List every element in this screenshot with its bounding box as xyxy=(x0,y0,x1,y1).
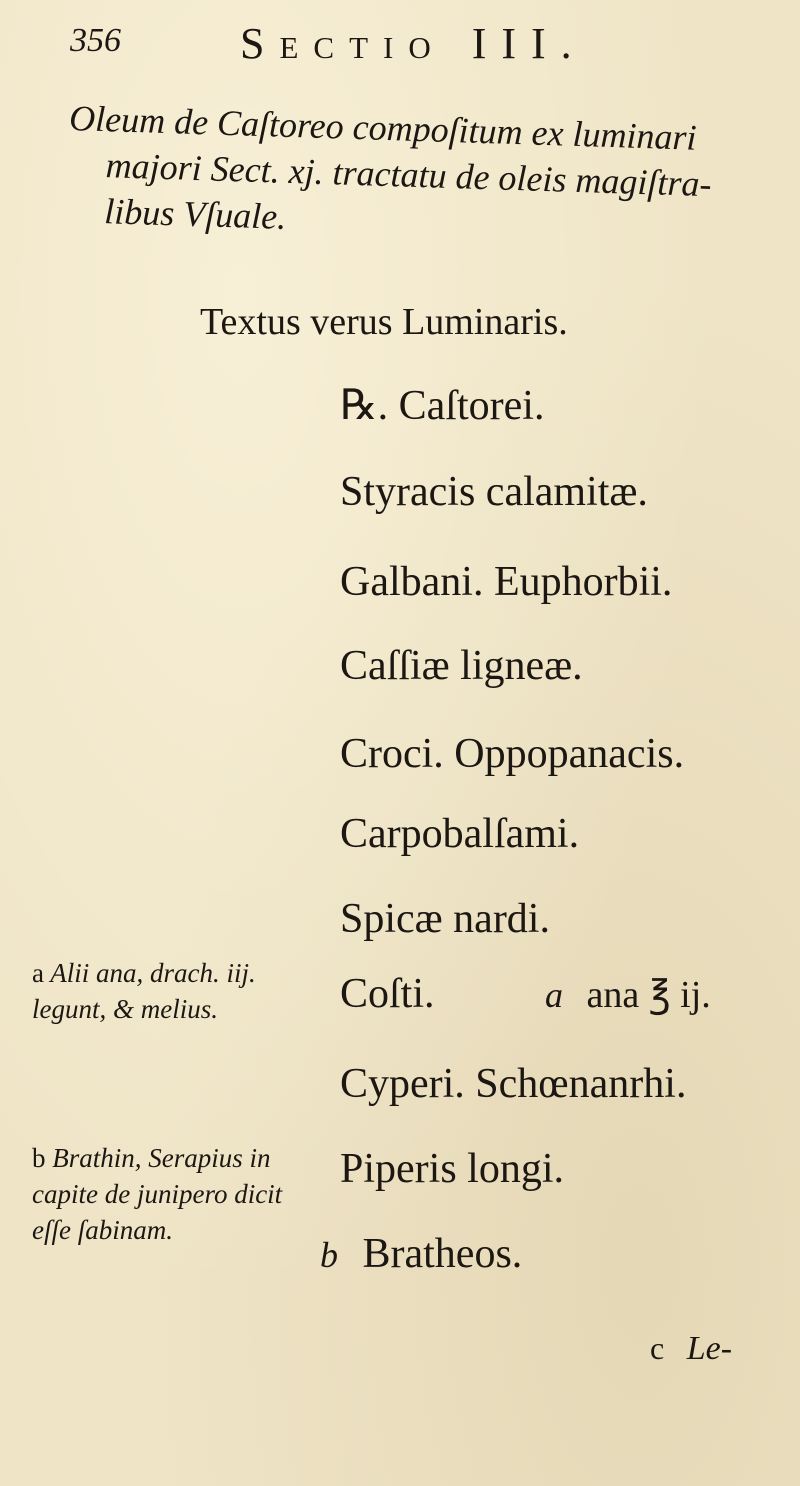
margin-note-marker: a xyxy=(32,958,44,988)
heading-line-3: libus Vſuale. xyxy=(103,191,287,237)
ingredient-line: Styracis calamitæ. xyxy=(340,469,648,515)
text-subtitle: Textus verus Luminaris. xyxy=(200,301,568,343)
section-title: Sectio III. xyxy=(240,19,587,68)
recipe-heading xyxy=(66,95,790,256)
ingredient-line: Galbani. Euphorbii. xyxy=(340,559,673,605)
ingredient-line: ℞. Caſtorei. xyxy=(340,383,545,429)
running-head xyxy=(70,18,770,78)
page-number: 356 xyxy=(70,22,121,59)
margin-note-a xyxy=(32,955,312,1027)
margin-note-b xyxy=(32,1140,312,1248)
catchword-text: Le- xyxy=(686,1330,733,1367)
dose-text: ana ℥ ij. xyxy=(586,974,711,1016)
ingredient-line: Coſti. xyxy=(340,971,435,1017)
heading-line-2: majori Sect. xj. tractatu de oleis magiſtra- xyxy=(105,145,713,205)
ingredient-note-marker: b xyxy=(320,1235,338,1275)
ingredient-line: Spicæ nardi. xyxy=(340,896,550,942)
dose-annotation xyxy=(545,972,711,1017)
margin-note-marker: b xyxy=(32,1143,46,1173)
ingredient-line: Cyperi. Schœnanrhi. xyxy=(340,1061,687,1107)
catchword-marker: c xyxy=(650,1330,665,1366)
ingredient-line: Carpobalſami. xyxy=(340,811,580,857)
ingredient-line: Piperis longi. xyxy=(340,1146,565,1192)
ingredient-line: Croci. Oppopanacis. xyxy=(340,731,685,777)
margin-note-text: Brathin, Serapius in capite de junipero dicit eſſe ſabinam. xyxy=(32,1143,283,1245)
ingredient-text: Bratheos. xyxy=(362,1231,523,1277)
margin-note-text: Alii ana, drach. iij. legunt, & melius. xyxy=(32,958,256,1024)
ingredient-line-b xyxy=(320,1230,522,1278)
heading-line-1: Oleum de Caſtoreo compoſitum ex luminari xyxy=(68,97,698,158)
ingredient-line: Caſſiæ ligneæ. xyxy=(340,643,583,689)
catchword xyxy=(650,1330,732,1368)
dose-note-marker: a xyxy=(545,975,563,1015)
